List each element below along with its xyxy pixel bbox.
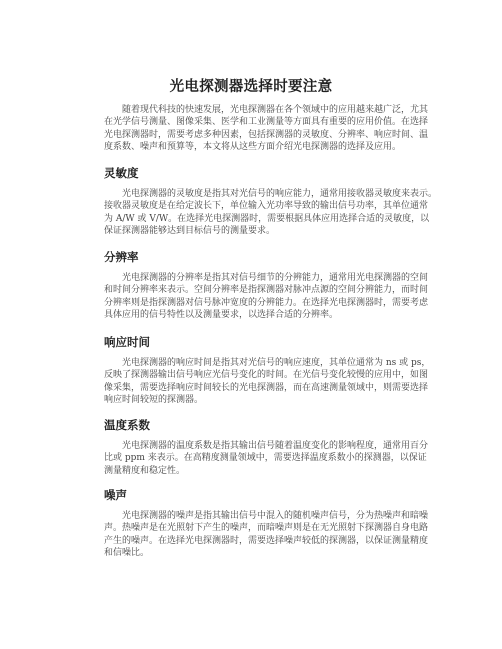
document-title: 光电探测器选择时要注意 <box>169 79 333 95</box>
paragraph-line: 和时间分辨率来表示。空间分辨率是指探测器对脉冲点源的空间分辨能力，而时间 <box>104 285 429 296</box>
paragraph-line: 光电探测器的分辨率是指其对信号细节的分辨能力，通常用光电探测器的空间 <box>104 273 429 283</box>
paragraph-line: 测量精度和稳定性。 <box>104 465 186 476</box>
section-heading-response-time: 响应时间 <box>104 335 150 349</box>
paragraph-line: 光电探测器的温度系数是指其输出信号随着温度变化的影响程度，通常用百分 <box>104 441 429 451</box>
section-paragraph-temperature-coefficient <box>104 440 437 477</box>
intro-line: 光电探测器时，需要考虑多种因素，包括探测器的灵敏度、分辨率、响应时间、温 <box>104 129 429 140</box>
paragraph-line: 产生的噪声。在选择光电探测器时，需要选择噪声较低的探测器，以保证测量精度 <box>104 535 429 546</box>
section-heading-sensitivity: 灵敏度 <box>104 166 139 180</box>
section-paragraph-noise <box>104 510 437 560</box>
section-heading-resolution: 分辨率 <box>104 250 139 264</box>
paragraph-line: 像采集，需要选择响应时间较长的光电探测器，而在高速测量领域中，则需要选择 <box>104 382 429 393</box>
intro-paragraph <box>104 104 437 154</box>
paragraph-line: 保证探测器能够达到目标信号的测量要求。 <box>104 226 276 237</box>
paragraph-line: 分辨率则是指探测器对信号脉冲宽度的分辨能力。在选择光电探测器时，需要考虑 <box>104 297 429 308</box>
section-heading-temperature-coefficient: 温度系数 <box>104 418 150 432</box>
paragraph-line: 声。热噪声是在光照射下产生的噪声，而暗噪声则是在无光照射下探测器自身电路 <box>104 523 429 534</box>
paragraph-line: 比或 ppm 来表示。在高精度测量领域中，需要选择温度系数小的探测器，以保证 <box>104 453 427 464</box>
section-paragraph-sensitivity <box>104 188 437 238</box>
section-paragraph-resolution <box>104 272 437 322</box>
section-heading-noise: 噪声 <box>104 488 127 502</box>
intro-line: 在光学信号测量、图像采集、医学和工业测量等方面具有重要的应用价值。在选择 <box>104 117 429 128</box>
paragraph-line: 接收器灵敏度是在给定波长下，单位输入光功率导致的输出信号功率，其单位通常 <box>104 201 429 212</box>
intro-line: 随着现代科技的快速发展，光电探测器在各个领域中的应用越来越广泛，尤其 <box>104 105 429 115</box>
paragraph-line: 光电探测器的噪声是指其输出信号中混入的随机噪声信号，分为热噪声和暗噪 <box>104 511 429 521</box>
paragraph-line: 光电探测器的灵敏度是指其对光信号的响应能力，通常用接收器灵敏度来表示。 <box>104 189 438 199</box>
intro-line: 度系数、噪声和预算等，本文将从这些方面介绍光电探测器的选择及应用。 <box>104 142 402 153</box>
paragraph-line: 为 A/W 或 V/W。在选择光电探测器时，需要根据具体应用选择合适的灵敏度，以 <box>104 213 430 224</box>
paragraph-line: 反映了探测器输出信号响应光信号变化的时间。在光信号变化较慢的应用中，如图 <box>104 370 429 381</box>
paragraph-line: 响应时间较短的探测器。 <box>104 395 204 406</box>
paragraph-line: 具体应用的信号特性以及测量要求，以选择合适的分辨率。 <box>104 310 339 321</box>
paragraph-line: 和信噪比。 <box>104 548 150 559</box>
paragraph-line: 光电探测器的响应时间是指其对光信号的响应速度，其单位通常为 ns 或 ps， <box>104 358 431 368</box>
section-paragraph-response-time <box>104 357 437 407</box>
